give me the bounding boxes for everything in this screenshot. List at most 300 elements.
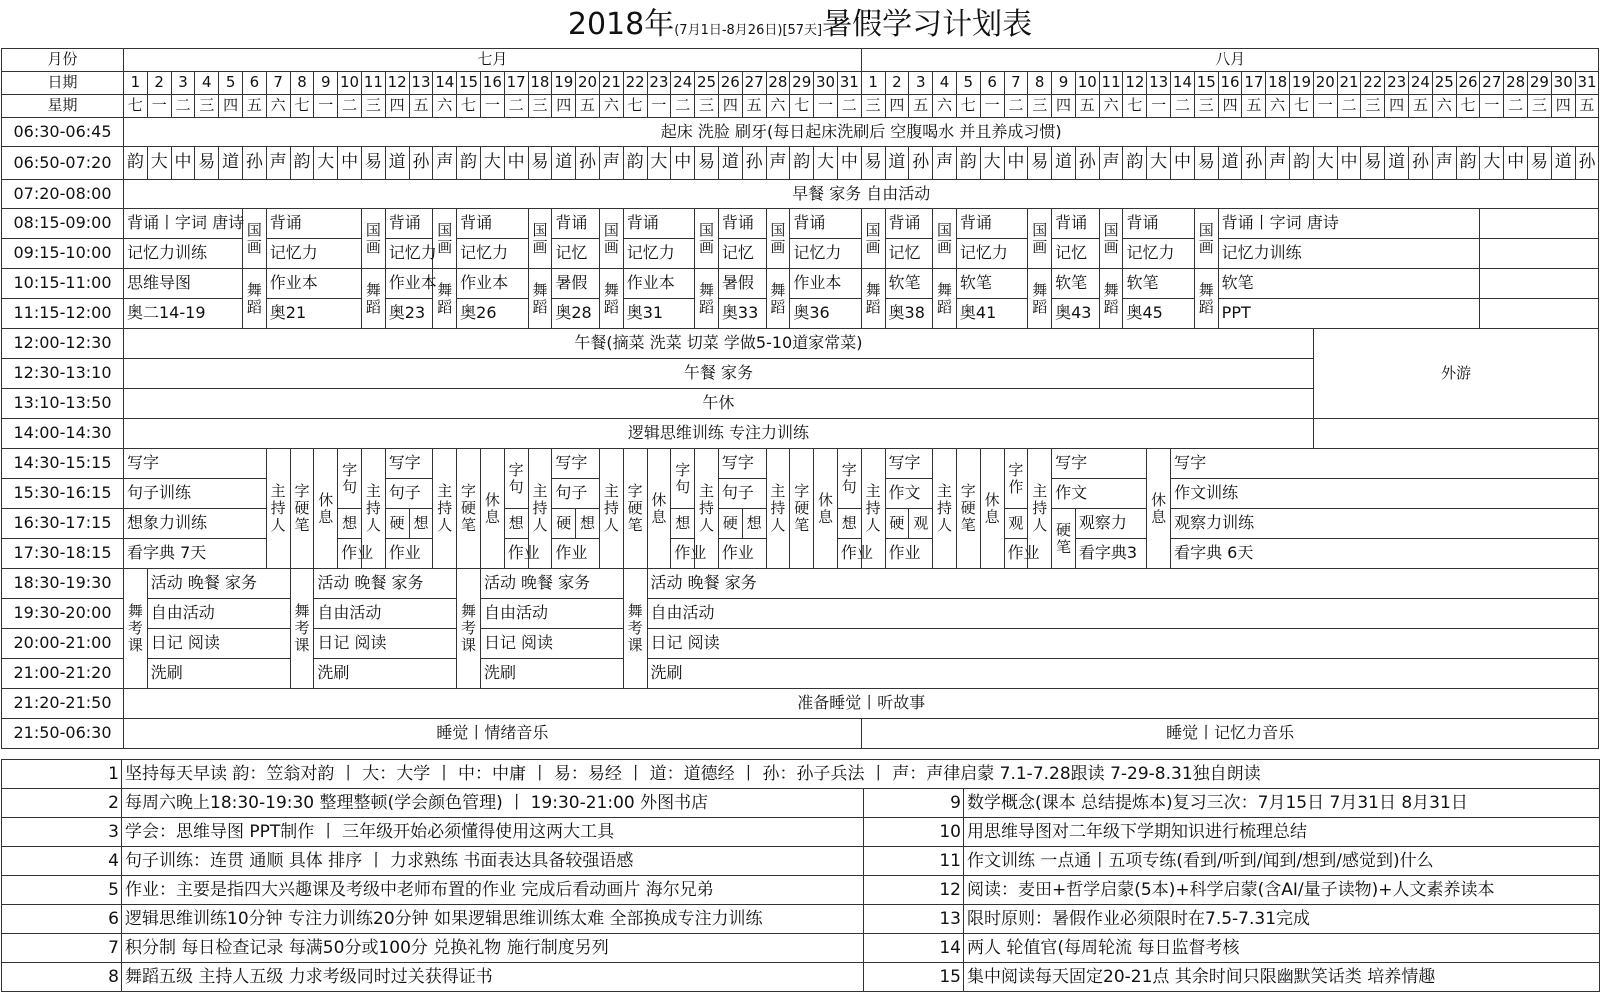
chi-char: 持 bbox=[532, 499, 548, 517]
blank-cell bbox=[1480, 269, 1599, 299]
xiang-char: 想 bbox=[413, 514, 429, 532]
lunch-chores-row: 午餐 家务 bbox=[124, 359, 1314, 389]
date-cell: 26 bbox=[1456, 72, 1480, 95]
date-cell: 7 bbox=[1004, 72, 1028, 95]
essay-cell: 作文 bbox=[1052, 479, 1147, 509]
ju-char: 句 bbox=[841, 477, 857, 496]
morning-reading-cell: 孙 bbox=[1575, 147, 1599, 180]
morning-reading-cell: 声 bbox=[1432, 147, 1456, 180]
homework-cell: 作业 bbox=[552, 539, 600, 569]
morning-reading-cell: 韵 bbox=[956, 147, 980, 180]
wu-char: 舞 bbox=[246, 280, 262, 299]
morning-reading-cell: 大 bbox=[647, 147, 671, 180]
ren-char: 人 bbox=[865, 516, 881, 534]
date-cell: 8 bbox=[290, 72, 314, 95]
morning-reading-cell: 声 bbox=[599, 147, 623, 180]
weekday-cell: 三 bbox=[195, 95, 219, 118]
guo-char: 国 bbox=[770, 220, 786, 239]
math-cell: 奥36 bbox=[790, 299, 861, 329]
dance-cell bbox=[933, 269, 957, 329]
date-cell: 1 bbox=[124, 72, 148, 95]
morning-reading-cell: 中 bbox=[1337, 147, 1361, 180]
note-text: 积分制 每日检查记录 每满50分或100分 兑换礼物 施行制度另列 bbox=[122, 934, 864, 963]
dao-char: 蹈 bbox=[865, 297, 881, 316]
guohua-cell bbox=[861, 209, 885, 269]
dict-cell: 看字典3 bbox=[1075, 539, 1146, 569]
date-cell: 16 bbox=[480, 72, 504, 95]
logic-row: 逻辑思维训练 专注力训练 bbox=[124, 419, 1314, 449]
morning-reading-cell: 大 bbox=[314, 147, 338, 180]
guo-char: 国 bbox=[437, 220, 453, 239]
dance-cell bbox=[861, 269, 885, 329]
date-cell: 21 bbox=[1337, 72, 1361, 95]
morning-reading-cell: 声 bbox=[433, 147, 457, 180]
weekday-cell: 二 bbox=[1337, 95, 1361, 118]
recite-cell: 背诵 bbox=[885, 209, 933, 239]
study-cell: 软笔 bbox=[1218, 269, 1480, 299]
date-cell: 24 bbox=[671, 72, 695, 95]
write-cell: 写字 bbox=[1052, 449, 1147, 479]
ying-char: 硬 bbox=[794, 499, 810, 517]
morning-reading-cell: 孙 bbox=[1075, 147, 1099, 180]
free-activity-cell: 自由活动 bbox=[647, 599, 1599, 629]
chi-char: 持 bbox=[365, 499, 381, 517]
time-slot: 08:15-09:00 bbox=[2, 209, 124, 239]
study-cell: 暑假 bbox=[552, 269, 600, 299]
guohua-cell bbox=[1028, 209, 1052, 269]
morning-reading-cell: 孙 bbox=[742, 147, 766, 180]
morning-reading-cell: 韵 bbox=[1123, 147, 1147, 180]
wu-char: 舞 bbox=[1103, 280, 1119, 299]
date-cell: 10 bbox=[1075, 72, 1099, 95]
study-cell: 作业本 bbox=[457, 269, 528, 299]
xi-char: 息 bbox=[1151, 507, 1167, 526]
math-cell: 奥38 bbox=[885, 299, 933, 329]
time-slot: 07:20-08:00 bbox=[2, 180, 124, 209]
guohua-cell bbox=[695, 209, 719, 269]
date-cell: 20 bbox=[1313, 72, 1337, 95]
date-cell: 31 bbox=[1575, 72, 1599, 95]
weekday-cell: 三 bbox=[1194, 95, 1218, 118]
memory-cell: 记忆力 bbox=[956, 239, 1027, 269]
note-text: 学会：思维导图 PPT制作 丨 三年级开始必须懂得使用这两大工具 bbox=[122, 818, 864, 847]
study-cell: 软笔 bbox=[1052, 269, 1100, 299]
diary-cell: 日记 阅读 bbox=[147, 629, 290, 659]
ju-char: 句 bbox=[675, 477, 691, 496]
host-cell bbox=[933, 449, 957, 569]
rest-cell bbox=[647, 449, 671, 569]
math-cell: 奥28 bbox=[552, 299, 600, 329]
date-cell: 8 bbox=[1028, 72, 1052, 95]
date-cell: 4 bbox=[195, 72, 219, 95]
time-slot: 12:00-12:30 bbox=[2, 329, 124, 359]
weekday-cell: 五 bbox=[409, 95, 433, 118]
title-range: (7月1日-8月26日) bbox=[674, 23, 783, 38]
xi-char: 息 bbox=[818, 507, 834, 526]
time-slot: 14:30-15:15 bbox=[2, 449, 124, 479]
weekday-cell: 一 bbox=[480, 95, 504, 118]
morning-reading-cell: 道 bbox=[1052, 147, 1076, 180]
char-cell bbox=[1004, 509, 1028, 539]
zi-char: 字 bbox=[794, 482, 810, 500]
morning-reading-cell: 孙 bbox=[576, 147, 600, 180]
sentence-cell: 作文训练 bbox=[1171, 479, 1599, 509]
note-text: 两人 轮值官(每周轮流 每日监督考核 bbox=[964, 934, 1600, 963]
char-cell bbox=[552, 509, 576, 539]
recite-cell: 背诵 bbox=[790, 209, 861, 239]
dict-cell: 看字典 7天 bbox=[124, 539, 267, 569]
time-slot: 17:30-18:15 bbox=[2, 539, 124, 569]
hua-char: 画 bbox=[365, 237, 381, 256]
weekday-cell: 一 bbox=[814, 95, 838, 118]
weekday-header: 星期 bbox=[2, 95, 124, 118]
weekday-cell: 七 bbox=[290, 95, 314, 118]
math-cell: PPT bbox=[1218, 299, 1480, 329]
zi-char: 字 bbox=[342, 460, 358, 479]
time-slot: 06:50-07:20 bbox=[2, 147, 124, 180]
title-year: 2018年 bbox=[567, 7, 675, 42]
wake-row: 起床 洗脸 刷牙(每日起床洗刷后 空腹喝水 并且养成习惯) bbox=[124, 118, 1599, 147]
homework-cell: 作业 bbox=[885, 539, 933, 569]
time-slot: 21:00-21:20 bbox=[2, 659, 124, 689]
time-slot: 15:30-16:15 bbox=[2, 479, 124, 509]
xi-char: 息 bbox=[484, 507, 500, 526]
sentence-cell: 句子 bbox=[385, 479, 433, 509]
math-cell: 奥二14-19 bbox=[124, 299, 243, 329]
memory-cell: 记忆力 bbox=[385, 239, 433, 269]
wu-char: 舞 bbox=[461, 602, 477, 620]
guohua-cell bbox=[528, 209, 552, 269]
morning-reading-cell: 韵 bbox=[623, 147, 647, 180]
weekday-cell: 二 bbox=[171, 95, 195, 118]
time-slot: 09:15-10:00 bbox=[2, 239, 124, 269]
xiang-char: 想 bbox=[675, 514, 691, 532]
weekday-cell: 四 bbox=[1052, 95, 1076, 118]
memory-cell: 记忆力 bbox=[790, 239, 861, 269]
diary-cell: 日记 阅读 bbox=[647, 629, 1599, 659]
weekday-cell: 三 bbox=[695, 95, 719, 118]
write-cell: 写字 bbox=[124, 449, 267, 479]
dance-cell bbox=[766, 269, 790, 329]
weekday-cell: 六 bbox=[1266, 95, 1290, 118]
zhu-char: 主 bbox=[532, 482, 548, 500]
month-august: 八月 bbox=[861, 49, 1599, 72]
date-cell: 25 bbox=[695, 72, 719, 95]
date-cell: 6 bbox=[980, 72, 1004, 95]
hua-char: 画 bbox=[1103, 237, 1119, 256]
morning-reading-cell: 易 bbox=[1361, 147, 1385, 180]
weekday-cell: 二 bbox=[1504, 95, 1528, 118]
dance-exam-cell bbox=[623, 569, 647, 689]
morning-reading-cell: 孙 bbox=[409, 147, 433, 180]
ren-char: 人 bbox=[365, 516, 381, 534]
morning-reading-cell: 易 bbox=[1028, 147, 1052, 180]
ying-char: 硬 bbox=[889, 514, 905, 532]
wash-cell: 洗刷 bbox=[314, 659, 457, 689]
morning-reading-cell: 道 bbox=[219, 147, 243, 180]
date-cell: 30 bbox=[814, 72, 838, 95]
zhu-char: 主 bbox=[937, 482, 953, 500]
dao-char: 蹈 bbox=[770, 297, 786, 316]
hua-char: 画 bbox=[1032, 237, 1048, 256]
date-cell: 4 bbox=[933, 72, 957, 95]
date-cell: 12 bbox=[385, 72, 409, 95]
date-cell: 13 bbox=[409, 72, 433, 95]
zi-char: 字 bbox=[461, 482, 477, 500]
dance-exam-cell bbox=[457, 569, 481, 689]
rest-cell bbox=[480, 449, 504, 569]
observe-cell: 观察力 bbox=[1075, 509, 1146, 539]
char-cell bbox=[837, 449, 861, 509]
host-cell bbox=[266, 449, 290, 569]
sentence-cell: 句子训练 bbox=[124, 479, 267, 509]
guohua-cell bbox=[361, 209, 385, 269]
date-cell: 23 bbox=[647, 72, 671, 95]
title-days: [57天] bbox=[782, 23, 823, 38]
weekday-cell: 二 bbox=[671, 95, 695, 118]
date-cell: 2 bbox=[885, 72, 909, 95]
weekday-cell: 七 bbox=[956, 95, 980, 118]
time-slot: 19:30-20:00 bbox=[2, 599, 124, 629]
guo-char: 国 bbox=[1198, 220, 1214, 239]
weekday-cell: 三 bbox=[1528, 95, 1552, 118]
ren-char: 人 bbox=[699, 516, 715, 534]
morning-reading-cell: 韵 bbox=[124, 147, 148, 180]
date-cell: 7 bbox=[266, 72, 290, 95]
ke-char: 课 bbox=[127, 636, 143, 654]
recite-cell: 背诵丨字词 唐诗 bbox=[1218, 209, 1480, 239]
morning-reading-cell: 道 bbox=[885, 147, 909, 180]
weekday-cell: 五 bbox=[576, 95, 600, 118]
weekday-cell: 四 bbox=[552, 95, 576, 118]
essay-cell: 作文 bbox=[885, 479, 933, 509]
date-cell: 30 bbox=[1551, 72, 1575, 95]
chi-char: 持 bbox=[865, 499, 881, 517]
study-cell: 软笔 bbox=[885, 269, 933, 299]
guo-char: 国 bbox=[1103, 220, 1119, 239]
note-number: 14 bbox=[864, 934, 964, 963]
guo-char: 国 bbox=[365, 220, 381, 239]
weekday-cell: 三 bbox=[361, 95, 385, 118]
date-cell: 27 bbox=[742, 72, 766, 95]
note-text: 数学概念(课本 总结提炼本)复习三次：7月15日 7月31日 8月31日 bbox=[964, 789, 1600, 818]
dao-char: 蹈 bbox=[532, 297, 548, 316]
chi-char: 持 bbox=[603, 499, 619, 517]
dance-cell bbox=[1194, 269, 1218, 329]
write-cell: 写字 bbox=[552, 449, 600, 479]
guohua-cell bbox=[242, 209, 266, 269]
math-cell: 奥31 bbox=[623, 299, 694, 329]
dao-char: 蹈 bbox=[699, 297, 715, 316]
date-cell: 19 bbox=[552, 72, 576, 95]
note-number: 6 bbox=[2, 905, 122, 934]
note-text: 作文训练 一点通丨五项专练(看到/听到/闻到/想到/感觉到)什么 bbox=[964, 847, 1600, 876]
study-cell: 软笔 bbox=[1123, 269, 1194, 299]
xiu-char: 休 bbox=[651, 490, 667, 509]
time-slot: 12:30-13:10 bbox=[2, 359, 124, 389]
time-slot: 14:00-14:30 bbox=[2, 419, 124, 449]
wu-char: 舞 bbox=[532, 280, 548, 299]
ke-char: 课 bbox=[461, 636, 477, 654]
zhu-char: 主 bbox=[270, 482, 286, 500]
blank-cell bbox=[1480, 239, 1599, 269]
free-activity-cell: 自由活动 bbox=[314, 599, 457, 629]
morning-reading-cell: 孙 bbox=[1242, 147, 1266, 180]
guan-char: 观 bbox=[1008, 514, 1024, 532]
date-cell: 3 bbox=[909, 72, 933, 95]
date-cell: 29 bbox=[1528, 72, 1552, 95]
zi-char: 字 bbox=[294, 482, 310, 500]
free-activity-cell: 自由活动 bbox=[480, 599, 623, 629]
date-cell: 6 bbox=[242, 72, 266, 95]
date-cell: 25 bbox=[1432, 72, 1456, 95]
chi-char: 持 bbox=[770, 499, 786, 517]
rest-cell bbox=[980, 449, 1004, 569]
weekday-cell: 六 bbox=[266, 95, 290, 118]
morning-reading-cell: 孙 bbox=[909, 147, 933, 180]
write-cell: 写字 bbox=[718, 449, 766, 479]
note-text: 作业：主要是指四大兴趣课及考级中老师布置的作业 完成后看动画片 海尔兄弟 bbox=[122, 876, 864, 905]
weekday-cell: 五 bbox=[909, 95, 933, 118]
schedule-grid bbox=[1, 48, 1599, 749]
imagine-cell: 想象力训练 bbox=[124, 509, 267, 539]
morning-reading-cell: 孙 bbox=[1409, 147, 1433, 180]
ren-char: 人 bbox=[437, 516, 453, 534]
chi-char: 持 bbox=[937, 499, 953, 517]
morning-reading-cell: 中 bbox=[1171, 147, 1195, 180]
morning-reading-cell: 声 bbox=[1266, 147, 1290, 180]
chi-char: 持 bbox=[1032, 499, 1048, 517]
wu-char: 舞 bbox=[699, 280, 715, 299]
morning-reading-cell: 韵 bbox=[290, 147, 314, 180]
memory-cell: 记忆 bbox=[718, 239, 766, 269]
dance-cell bbox=[528, 269, 552, 329]
morning-reading-cell: 中 bbox=[171, 147, 195, 180]
math-cell: 奥33 bbox=[718, 299, 766, 329]
morning-reading-cell: 孙 bbox=[242, 147, 266, 180]
char-cell bbox=[885, 509, 909, 539]
date-cell: 14 bbox=[433, 72, 457, 95]
kao-char: 考 bbox=[461, 619, 477, 637]
morning-reading-cell: 韵 bbox=[457, 147, 481, 180]
morning-reading-cell: 大 bbox=[147, 147, 171, 180]
guohua-cell bbox=[1099, 209, 1123, 269]
date-cell: 22 bbox=[1361, 72, 1385, 95]
date-cell: 15 bbox=[1194, 72, 1218, 95]
wu-char: 舞 bbox=[437, 280, 453, 299]
weekday-cell: 二 bbox=[504, 95, 528, 118]
note-text: 阅读：麦田+哲学启蒙(5本)+科学启蒙(含AI/量子读物)+人文素养读本 bbox=[964, 876, 1600, 905]
dao-char: 蹈 bbox=[1103, 297, 1119, 316]
date-cell: 2 bbox=[147, 72, 171, 95]
morning-reading-cell: 道 bbox=[718, 147, 742, 180]
ren-char: 人 bbox=[1032, 516, 1048, 534]
wu-char: 舞 bbox=[865, 280, 881, 299]
outing-cell bbox=[1313, 329, 1599, 419]
study-cell: 软笔 bbox=[956, 269, 1027, 299]
blank-cell bbox=[1480, 209, 1599, 239]
date-cell: 14 bbox=[1171, 72, 1195, 95]
diary-cell: 日记 阅读 bbox=[480, 629, 623, 659]
study-cell: 思维导图 bbox=[124, 269, 243, 299]
ying-char: 硬 bbox=[389, 514, 405, 532]
char-cell bbox=[837, 509, 861, 539]
note-text: 逻辑思维训练10分钟 专注力训练20分钟 如果逻辑思维训练太难 全部换成专注力训练 bbox=[122, 905, 864, 934]
weekday-cell: 四 bbox=[385, 95, 409, 118]
char-cell bbox=[338, 449, 362, 509]
note-text: 集中阅读每天固定20-21点 其余时间只限幽默笑话类 培养情趣 bbox=[964, 963, 1600, 992]
morning-reading-cell: 韵 bbox=[790, 147, 814, 180]
date-cell: 21 bbox=[599, 72, 623, 95]
chi-char: 持 bbox=[699, 499, 715, 517]
write-cell: 写字 bbox=[885, 449, 933, 479]
char-cell bbox=[338, 509, 362, 539]
time-slot: 06:30-06:45 bbox=[2, 118, 124, 147]
morning-reading-cell: 声 bbox=[766, 147, 790, 180]
note-text: 舞蹈五级 主持人五级 力求考级同时过关获得证书 bbox=[122, 963, 864, 992]
weekday-cell: 一 bbox=[1147, 95, 1171, 118]
homework-cell: 作业 bbox=[504, 539, 528, 569]
write-cell: 写字 bbox=[385, 449, 433, 479]
date-cell: 20 bbox=[576, 72, 600, 95]
weekday-cell: 七 bbox=[1290, 95, 1314, 118]
recite-cell: 背诵 bbox=[623, 209, 694, 239]
morning-reading-cell: 道 bbox=[1218, 147, 1242, 180]
ying-char: 硬 bbox=[461, 499, 477, 517]
zi-char: 字 bbox=[627, 482, 643, 500]
guo-char: 国 bbox=[532, 220, 548, 239]
bi-char: 笔 bbox=[627, 516, 643, 534]
activity-cell: 活动 晚餐 家务 bbox=[314, 569, 457, 599]
sleep-august-row: 睡觉丨记忆力音乐 bbox=[861, 719, 1599, 749]
morning-reading-cell: 道 bbox=[552, 147, 576, 180]
homework-cell: 作业 bbox=[837, 539, 861, 569]
recite-cell: 背诵 bbox=[1123, 209, 1194, 239]
hua-char: 画 bbox=[699, 237, 715, 256]
date-cell: 10 bbox=[338, 72, 362, 95]
ke-char: 课 bbox=[294, 636, 310, 654]
blank-cell bbox=[1313, 419, 1599, 449]
weekday-cell: 四 bbox=[885, 95, 909, 118]
morning-reading-cell: 声 bbox=[1099, 147, 1123, 180]
sentence-cell: 句子 bbox=[552, 479, 600, 509]
char-cell bbox=[718, 509, 742, 539]
wash-cell: 洗刷 bbox=[480, 659, 623, 689]
bi-char: 笔 bbox=[461, 516, 477, 534]
morning-reading-cell: 易 bbox=[1528, 147, 1552, 180]
note-text: 句子训练：连贯 通顺 具体 排序 丨 力求熟练 书面表达具备较强语感 bbox=[122, 847, 864, 876]
guan-char: 观 bbox=[913, 514, 929, 532]
weekday-cell: 六 bbox=[599, 95, 623, 118]
math-cell: 奥26 bbox=[457, 299, 528, 329]
date-cell: 11 bbox=[1099, 72, 1123, 95]
blank-cell bbox=[1480, 299, 1599, 329]
homework-cell: 作业 bbox=[385, 539, 433, 569]
dao-char: 蹈 bbox=[246, 297, 262, 316]
time-slot: 13:10-13:50 bbox=[2, 389, 124, 419]
dao-char: 蹈 bbox=[437, 297, 453, 316]
xiang-char: 想 bbox=[580, 514, 596, 532]
char-cell bbox=[576, 509, 600, 539]
guo-char: 国 bbox=[603, 220, 619, 239]
morning-reading-cell: 易 bbox=[1194, 147, 1218, 180]
wu-char: 舞 bbox=[627, 602, 643, 620]
weekday-cell: 四 bbox=[1218, 95, 1242, 118]
hua-char: 画 bbox=[770, 237, 786, 256]
date-cell: 16 bbox=[1218, 72, 1242, 95]
morning-reading-cell: 中 bbox=[1004, 147, 1028, 180]
homework-cell: 作业 bbox=[1004, 539, 1028, 569]
